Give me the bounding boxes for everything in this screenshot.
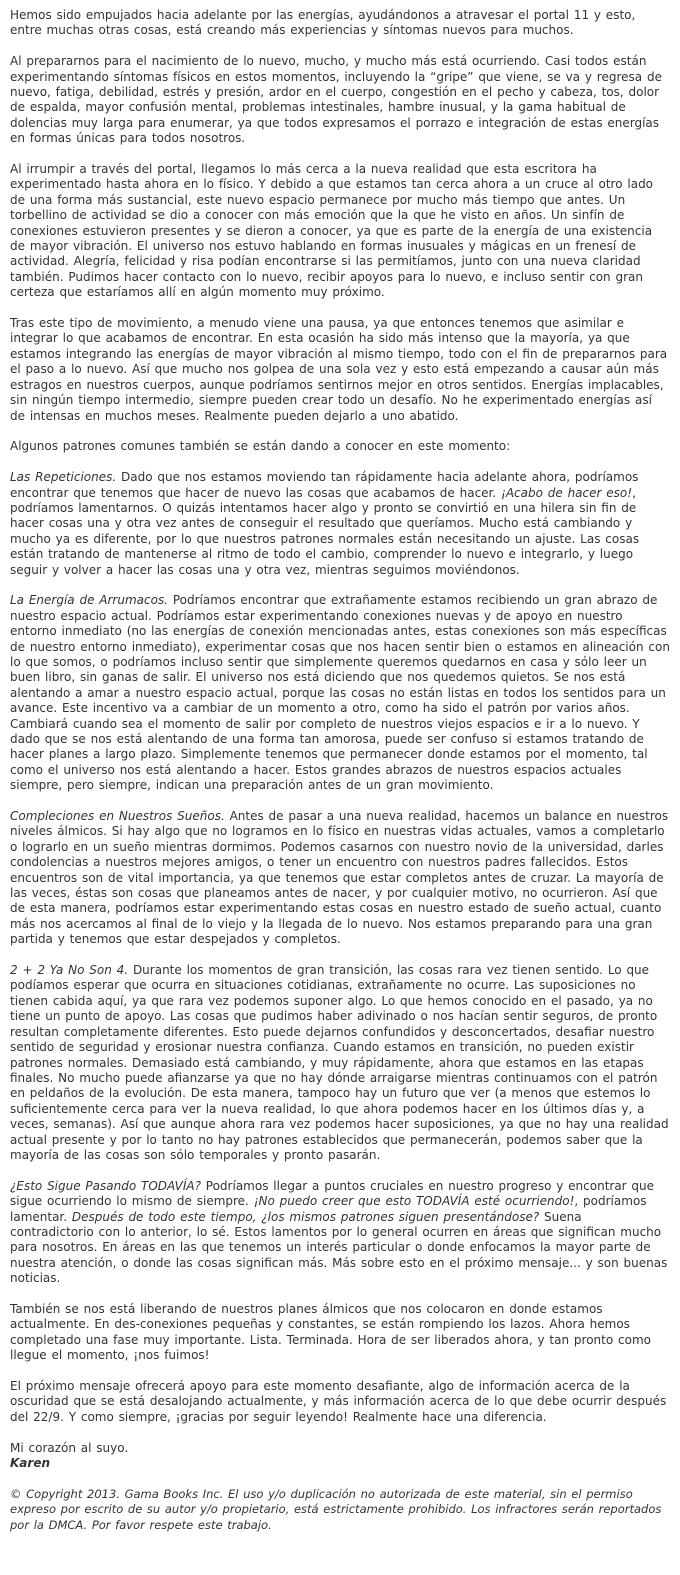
section-title-repeticiones: Las Repeticiones. bbox=[10, 470, 117, 485]
paragraph-text: Suena contradictorio con lo anterior, lo sé. Estos lamentos por lo general ocurren en áreas que significan mucho para nosotros. En áreas en las que tenemos un interés particular o donde enfocamos la mayor parte de nuestra atención, o donde las cosas significan más. Más sobre esto en el próximo mensaje... y son buenas noticias. bbox=[10, 1209, 668, 1286]
section-title-suenos: Compleciones en Nuestros Sueños. bbox=[10, 809, 225, 824]
paragraph-text: Antes de pasar a una nueva realidad, hacemos un balance en nuestros niveles álmicos. Si hay algo que no logramos en lo físico en nuestras vidas actuales, vamos a completarlo o lograrlo en un sueño mientras dormimos. Podemos casarnos con nuestro novio de la universidad, darles condolencias a nuestros mejores amigos, o tener un encuentro con nuestros padres fallecidos. Estos encuentros son de vital importancia, ya que tenemos que estar completos antes de cruzar. La mayoría de las veces, éstas son cosas que planeamos antes de nacer, y por cualquier motivo, no ocurrieron. Así que de esta manera, podríamos estar experimentando estas cosas en nuestro estado de sueño actual, cuanto más nos acercamos al final de lo viejo y la llegada de lo nuevo. Nos estamos preparando para una gran partida y tenemos que estar despejados y completos. bbox=[10, 809, 669, 947]
quote-text: ¡Acabo de hacer eso! bbox=[501, 485, 633, 500]
paragraph-2mas2 bbox=[10, 963, 670, 1163]
section-title-arrumacos: La Energía de Arrumacos. bbox=[10, 593, 169, 608]
paragraph-symptoms: Al prepararnos para el nacimiento de lo nuevo, mucho, y mucho más está ocurriendo. Casi todos están experimentando síntomas físicos en estos momentos, incluyendo la “gripe” que viene, se va y regresa de nuevo, fatiga, debilidad, estrés y presión, ardor en el cuerpo, congestión en el pecho y cabeza, tos, dolor de espalda, mayor confusión mental, problemas intestinales, hambre inusual, y la gama habitual de dolencias muy larga para enumerar, ya que todos expresamos el porrazo e integración de estas energías en formas únicas para todos nosotros. bbox=[10, 54, 662, 146]
paragraph-suenos bbox=[10, 809, 670, 948]
paragraph-arrumacos bbox=[10, 593, 670, 793]
paragraph-portal: Al irrumpir a través del portal, llegamos lo más cerca a la nueva realidad que esta escritora ha experimentado hasta ahora en lo físico. Y debido a que estamos tan cerca ahora a un cruce al otro lado de una forma más sustancial, este nuevo espacio permanece por mucho más tiempo que antes. Un torbellino de actividad se dio a conocer con más emoción que la que he visto en años. Un sinfín de conexiones estuvieron presentes y se dieron a conocer, ya que es parte de la energía de una existencia de mayor vibración. El universo nos estuvo hablando en formas inusuales y mágicas en un frenesí de actividad. Alegría, felicidad y risa podían encontrarse si las permitíamos, junto con una nueva claridad también. Pudimos hacer contacto con lo nuevo, recibir apoyos para lo nuevo, e incluso sentir con gran certeza que estaríamos allí en algún momento muy próximo. bbox=[10, 162, 654, 300]
paragraph-text: Dado que nos estamos moviendo tan rápidamente hacia adelante ahora, podríamos encontrar que tenemos que hacer de nuevo las cosas que acabamos de hacer. bbox=[10, 470, 639, 500]
quote-text: Después de todo este tiempo, ¿los mismos patrones siguen presentándose? bbox=[71, 1209, 540, 1224]
paragraph-repeticiones bbox=[10, 470, 670, 578]
paragraph-todavia bbox=[10, 1179, 670, 1287]
copyright-notice: © Copyright 2013. Gama Books Inc. El uso y/o duplicación no autorizada de este material, sin el permiso expreso por escrito de su autor y/o propietario, está estrictamente prohibido. Los infractores serán reportados por la DMCA. Por favor respete este trabajo. bbox=[10, 1486, 662, 1532]
paragraph-next-message: El próximo mensaje ofrecerá apoyo para este momento desafiante, algo de información acerca de la oscuridad que se está desalojando actualmente, y más información acerca de lo que debe ocurrir después del 22/9. Y como siempre, ¡gracias por seguir leyendo! Realmente hace una diferencia. bbox=[10, 1378, 667, 1424]
paragraph-intro: Hemos sido empujados hacia adelante por las energías, ayudándonos a atravesar el portal 11 y esto, entre muchas otras cosas, está creando más experiencias y síntomas nuevos para muchos. bbox=[10, 8, 636, 38]
paragraph-liberation: También se nos está liberando de nuestros planes álmicos que nos colocaron en donde estamos actualmente. En des-conexiones pequeñas y constantes, se están rompiendo los lazos. Ahora hemos completado una fase muy importante. Lista. Terminada. Hora de ser liberados ahora, y tan pronto como llegue el momento, ¡nos fuimos! bbox=[10, 1301, 651, 1363]
paragraph-pause: Tras este tipo de movimiento, a menudo viene una pausa, ya que entonces tenemos que asimilar e integrar lo que acabamos de encontrar. En esta ocasión ha sido más intenso que la mayoría, ya que estamos integrando las energías de mayor vibración al mismo tiempo, todo con el fin de prepararnos para el paso a lo nuevo. Así que mucho nos golpea de una sola vez y esto está empezando a causar aún más estragos en nuestros cuerpos, aunque podríamos sentirnos mejor en otros sentidos. Energías implacables, sin ningún tiempo intermedio, siempre pueden crear todo un desafío. No he experimentado energías así de intensas en muchos meses. Realmente pueden dejarlo a uno abatido. bbox=[10, 316, 668, 423]
author-signature: Karen bbox=[10, 1456, 50, 1470]
paragraph-text: Durante los momentos de gran transición, las cosas rara vez tienen sentido. Lo que podíamos esperar que ocurra en situaciones cotidianas, extrañamente no ocurre. Las suposiciones no tienen cabida aquí, ya que rara vez podemos suponer algo. Lo que hemos conocido en el pasado, ya no tiene un punto de apoyo. Las cosas que pudimos haber adivinado o nos hacían sentir seguros, de pronto resultan completamente diferentes. Esto puede dejarnos confundidos y desconcertados, desafiar nuestro sentido de seguridad y erosionar nuestra confianza. Cuando estamos en transición, no pueden existir patrones normales. Demasiado está cambiando, y muy rápidamente, ahora que estamos en las etapas finales. No mucho puede afianzarse ya que no hay dónde arraigarse mientras continuamos con el patrón en peldaños de la evolución. De esta manera, tampoco hay un futuro que ver (a menos que estemos lo suficientemente cerca para ver la nueva realidad, lo que ahora podemos hacer en los últimos días y, a veces, semanas). Así que aunque ahora rara vez podemos hacer suposiciones, ya que no hay una realidad actual presente y por lo tanto no hay patrones establecidos que permanecerán, podemos saber que la mayoría de las cosas son sólo temporales y pronto pasarán. bbox=[10, 963, 669, 1162]
section-title-2mas2: 2 + 2 Ya No Son 4. bbox=[10, 963, 129, 978]
paragraph-text: Podríamos encontrar que extrañamente estamos recibiendo un gran abrazo de nuestro espacio actual. Podríamos estar experimentando conexiones nuevas y de apoyo en nuestro entorno inmediato (no las energías de conexión mencionadas antes, estas conexiones son más específicas de nuestro entorno inmediato), experimentar cosas que nos hacen sentir bien o estamos en alineación con lo que somos, o podríamos incluso sentir que simplemente queremos quedarnos en casa y sólo leer un buen libro, sin ganas de salir. El universo nos está diciendo que nos quedemos quietos. Se nos está alentando a amar a nuestro espacio actual, porque las cosas no están listas en todos los sentidos para un avance. Este incentivo va a cambiar de un momento a otro, como ha sido el patrón por varios años. Cambiará cuando sea el momento de salir por completo de nuestros viejos espacios e ir a lo nuevo. Y dado que se nos está alentando de una forma tan amorosa, puede ser confuso si estamos tratando de hacer planes a largo plazo. Simplemente tenemos que permanecer donde estamos por el momento, tal como el universo nos está alentando a hacer. Estos grandes abrazos de nuestros espacios actuales siempre, pero siempre, indican una preparación antes de un gran movimiento. bbox=[10, 593, 670, 793]
paragraph-text: , podríamos lamentar. bbox=[10, 1194, 647, 1224]
section-title-todavia: ¿Esto Sigue Pasando TODAVÍA? bbox=[10, 1178, 201, 1193]
paragraph-patterns-intro: Algunos patrones comunes también se están dando a conocer en este momento: bbox=[10, 439, 511, 454]
paragraph-text: Podríamos llegar a puntos cruciales en nuestro progreso y encontrar que sigue ocurriendo lo mismo de siempre. bbox=[10, 1178, 655, 1209]
quote-text: ¡No puedo creer que esto TODAVÍA esté ocurriendo! bbox=[253, 1194, 575, 1209]
closing-line: Mi corazón al suyo. bbox=[10, 1440, 129, 1455]
signature-block bbox=[10, 1441, 670, 1472]
paragraph-text: , podríamos lamentarnos. O quizás intentamos hacer algo y pronto se convirtió en una hilera sin fin de hacer cosas una y otra vez antes de conseguir el resultado que queríamos. Mucho está cambiando y mucho ya es diferente, por lo que nuestros patrones normales están necesitando un ajuste. Las cosas están tratando de mantenerse al ritmo de todo el cambio, comprender lo nuevo e integrarlo, y luego seguir y volver a hacer las cosas una y otra vez, mientras seguimos moviéndonos. bbox=[10, 485, 640, 577]
